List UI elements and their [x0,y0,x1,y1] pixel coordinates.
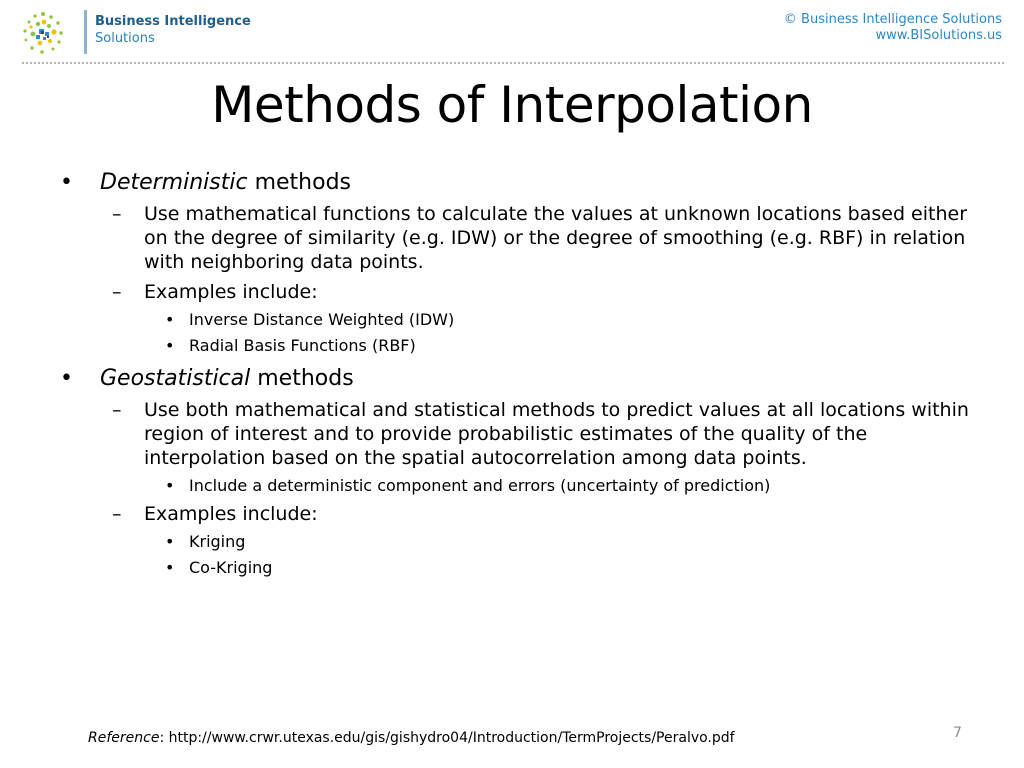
bullet-text: Co-Kriging [189,558,273,577]
dash-icon: – [112,203,122,225]
bullet-text: methods [247,170,351,195]
page-number: 7 [953,725,962,741]
reference-url[interactable]: : http://www.crwr.utexas.edu/gis/gishydro04/Introduction/TermProjects/Peralvo.pdf [159,730,735,746]
bullet-text: Use mathematical functions to calculate the values at unknown locations based either on the degree of similarity (e.g. IDW) or the degree of smoothing (e.g. RBF) in relation with neighboring data points. [144,203,968,273]
bullet-emphasis: Geostatistical [100,366,251,391]
dotted-globe-icon [20,10,66,56]
logo-subtitle: Solutions [95,31,155,46]
bullet-icon: • [165,336,175,355]
header-divider [22,62,1004,64]
bullet-level3 [60,558,990,578]
logo-divider [84,10,87,54]
copyright-text: © Business Intelligence Solutions [783,12,1002,27]
bullet-text: Examples include: [144,281,318,303]
bullet-level3 [60,310,990,330]
reference-note [88,730,735,746]
bullet-level1 [60,170,990,196]
bullet-level2 [60,502,990,526]
bullet-icon: • [165,476,175,495]
bullet-level2 [60,280,990,304]
dash-icon: – [112,503,122,525]
reference-label: Reference [88,730,160,746]
company-logo [20,6,251,56]
bullet-text: Include a deterministic component and errors (uncertainty of prediction) [189,476,771,495]
header-credits [784,12,1002,44]
bullet-level1 [60,366,990,392]
bullet-text: Use both mathematical and statistical methods to predict values at all locations within region of interest and to provide probabilistic estimates of the quality of the interpolation based on the spatial autocorrelation among data points. [144,399,969,469]
bullet-level2 [60,398,990,470]
bullet-text: methods [250,366,354,391]
website-link[interactable]: www.BISolutions.us [875,28,1002,43]
dash-icon: – [112,281,122,303]
bullet-level3 [60,532,990,552]
bullet-emphasis: Deterministic [100,170,248,195]
bullet-text: Kriging [189,532,246,551]
bullet-level2 [60,202,990,274]
bullet-text: Radial Basis Functions (RBF) [189,336,416,355]
bullet-text: Inverse Distance Weighted (IDW) [189,310,455,329]
slide-body [60,164,990,578]
bullet-level3 [60,476,990,496]
dash-icon: – [112,399,122,421]
bullet-icon: • [165,532,175,551]
bullet-icon: • [60,366,73,391]
bullet-icon: • [165,310,175,329]
bullet-level3 [60,336,990,356]
bullet-icon: • [60,170,73,195]
logo-title: Business Intelligence [95,14,251,29]
bullet-text: Examples include: [144,503,318,525]
bullet-icon: • [165,558,175,577]
slide-title: Methods of Interpolation [211,76,813,134]
